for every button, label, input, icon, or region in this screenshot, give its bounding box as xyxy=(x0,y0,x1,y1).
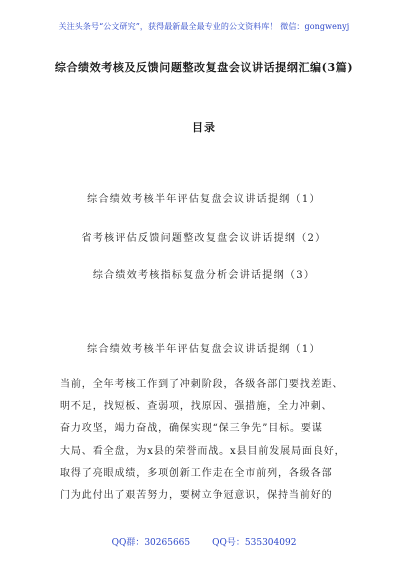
body-line: 明不足，找短板、查弱项，找原因、强措施，全力冲刺、 xyxy=(60,401,333,413)
body-line: 奋力攻坚，竭力奋战，确保实现“保三争先”目标。要谋 xyxy=(60,423,323,435)
document-title: 综合绩效考核及反馈问题整改复盘会议讲话提纲汇编(3篇) xyxy=(54,61,354,74)
body-line: 大局、看全盘，为x县的荣誉而战。x县目前发展局面良好， xyxy=(60,445,346,457)
footer-qq-number: QQ号：535304092 xyxy=(212,538,297,548)
section-title: 综合绩效考核半年评估复盘会议讲话提纲（1） xyxy=(87,344,321,355)
toc-item-2[interactable]: 省考核评估反馈问题整改复盘会议讲话提纲（2） xyxy=(81,233,327,244)
body-line: 取得了亮眼成绩，多项创新工作走在全市前列，各级各部 xyxy=(60,467,333,479)
toc-item-1[interactable]: 综合绩效考核半年评估复盘会议讲话提纲（1） xyxy=(87,194,321,205)
footer-qq-group: QQ群：30265665 xyxy=(111,538,191,548)
footer-contact xyxy=(0,535,408,548)
header-promo-note: 关注头条号“公文研究”，获得最新最全最专业的公文资料库！ 微信：gongwenyj xyxy=(58,22,350,31)
body-paragraph xyxy=(60,374,356,507)
body-line: 当前，全年考核工作到了冲刺阶段，各级各部门要找差距、 xyxy=(60,379,344,390)
toc-heading: 目录 xyxy=(192,121,216,134)
body-line: 门为此付出了艰苦努力，要树立争冠意识，保持当前好的 xyxy=(60,490,333,502)
toc-item-3[interactable]: 综合绩效考核指标复盘分析会讲话提纲（3） xyxy=(92,270,316,281)
